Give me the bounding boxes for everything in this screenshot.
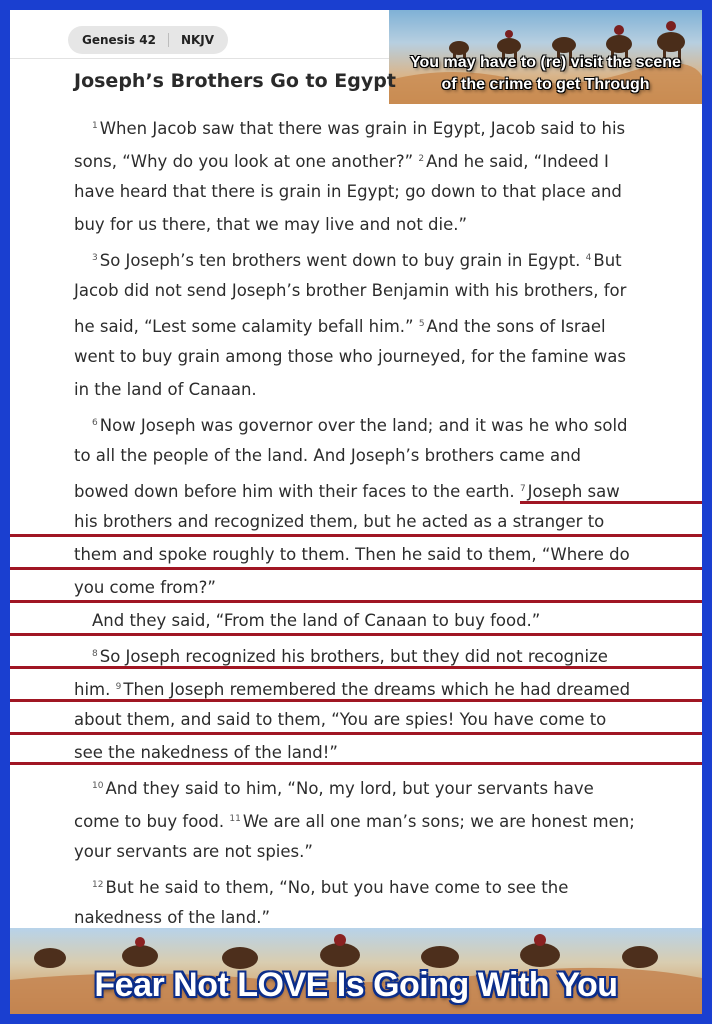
verse-text: But bbox=[593, 251, 622, 270]
text-line bbox=[92, 875, 568, 898]
verse-number: 3 bbox=[92, 253, 98, 263]
verse-number: 6 bbox=[92, 418, 98, 428]
text-line bbox=[74, 677, 630, 700]
top-banner-image bbox=[389, 10, 702, 104]
highlight-underline bbox=[10, 567, 702, 570]
verse-text: him. bbox=[74, 680, 111, 699]
text-line bbox=[74, 347, 626, 367]
text-line bbox=[74, 512, 604, 532]
text-line bbox=[92, 644, 608, 667]
highlight-underline bbox=[10, 699, 702, 702]
verse-text: to all the people of the land. And Joseph’s brothers came and bbox=[74, 446, 581, 465]
verse-number: 10 bbox=[92, 781, 104, 791]
verse-text: And the sons of Israel bbox=[426, 317, 606, 336]
verse-text: And they said, “From the land of Canaan to buy food.” bbox=[92, 611, 541, 630]
text-line bbox=[74, 578, 216, 598]
text-line bbox=[92, 776, 594, 799]
version-button[interactable]: NKJV bbox=[180, 33, 215, 47]
verse-text: We are all one man’s sons; we are honest men; bbox=[242, 812, 635, 831]
verse-number: 8 bbox=[92, 649, 98, 659]
text-line bbox=[74, 809, 635, 832]
highlight-underline bbox=[10, 732, 702, 735]
text-line bbox=[74, 842, 313, 862]
text-line bbox=[74, 149, 609, 172]
verse-number: 4 bbox=[585, 253, 592, 263]
verse-text: his brothers and recognized them, but he acted as a stranger to bbox=[74, 512, 605, 531]
verse-text: about them, and said to them, “You are spies! You have come to bbox=[74, 710, 607, 729]
verse-text: went to buy grain among those who journeyed, for the famine was bbox=[74, 347, 626, 366]
book-chapter-button[interactable]: Genesis 42 bbox=[68, 33, 169, 47]
text-line bbox=[92, 413, 628, 436]
top-banner-caption-line2: of the crime to get Through bbox=[441, 76, 650, 93]
text-line bbox=[74, 215, 467, 235]
highlight-underline bbox=[10, 666, 702, 669]
text-line bbox=[74, 380, 257, 400]
verse-number: 12 bbox=[92, 880, 104, 890]
highlight-underline bbox=[10, 633, 702, 636]
verse-text: see the nakedness of the land!” bbox=[74, 743, 338, 762]
verse-text: Now Joseph was governor over the land; and it was he who sold bbox=[99, 416, 628, 435]
verse-text: And he said, “Indeed I bbox=[426, 152, 609, 171]
verse-text: And they said to him, “No, my lord, but your servants have bbox=[105, 779, 594, 798]
bible-reader-page bbox=[10, 10, 702, 1014]
text-line bbox=[92, 248, 622, 271]
verse-text: them and spoke roughly to them. Then he said to them, “Where do bbox=[74, 545, 630, 564]
verse-text: your servants are not spies.” bbox=[74, 842, 313, 861]
bottom-banner-caption: Fear Not LOVE Is Going With You bbox=[94, 966, 618, 1004]
verse-text: So Joseph recognized his brothers, but they did not recognize bbox=[99, 647, 608, 666]
passage-selector-pill[interactable] bbox=[68, 26, 228, 54]
verse-text: in the land of Canaan. bbox=[74, 380, 257, 399]
verse-number: 1 bbox=[92, 121, 98, 131]
verse-text: come to buy food. bbox=[74, 812, 225, 831]
top-banner-caption bbox=[389, 52, 702, 96]
verse-text: he said, “Lest some calamity befall him.” bbox=[74, 317, 414, 336]
verse-text: When Jacob saw that there was grain in Egypt, Jacob said to his bbox=[99, 119, 626, 138]
verse-text: So Joseph’s ten brothers went down to buy grain in Egypt. bbox=[99, 251, 581, 270]
text-line bbox=[74, 446, 581, 466]
verse-number: 9 bbox=[115, 682, 122, 692]
highlight-underline bbox=[520, 501, 702, 504]
bottom-banner-image bbox=[10, 928, 702, 1014]
section-title: Joseph’s Brothers Go to Egypt bbox=[74, 70, 396, 92]
verse-number: 11 bbox=[229, 814, 241, 824]
verse-text: But he said to them, “No, but you have come to see the bbox=[105, 878, 569, 897]
verse-text: sons, “Why do you look at one another?” bbox=[74, 152, 414, 171]
highlight-underline bbox=[10, 600, 702, 603]
highlight-underline bbox=[10, 534, 702, 537]
text-line bbox=[92, 116, 625, 139]
verse-text: nakedness of the land.” bbox=[74, 908, 271, 927]
text-line bbox=[74, 314, 606, 337]
verse-text: you come from?” bbox=[74, 578, 216, 597]
verse-number: 7 bbox=[519, 484, 526, 494]
text-line bbox=[74, 479, 620, 502]
text-line bbox=[74, 182, 622, 202]
verse-text: bowed down before him with their faces to the earth. bbox=[74, 482, 515, 501]
top-banner-caption-line1: You may have to (re) visit the scene bbox=[410, 54, 681, 71]
verse-number: 2 bbox=[418, 154, 425, 164]
verse-number: 5 bbox=[418, 319, 425, 329]
text-line bbox=[74, 545, 630, 565]
verse-text: have heard that there is grain in Egypt; go down to that place and bbox=[74, 182, 622, 201]
verse-text: Joseph saw bbox=[527, 482, 620, 501]
highlight-underline bbox=[10, 762, 702, 765]
text-line bbox=[74, 908, 270, 928]
text-line bbox=[74, 281, 626, 301]
text-line bbox=[74, 710, 606, 730]
text-line bbox=[74, 743, 338, 763]
verse-text: buy for us there, that we may live and not die.” bbox=[74, 215, 468, 234]
text-line bbox=[92, 611, 540, 631]
verse-text: Jacob did not send Joseph’s brother Benjamin with his brothers, for bbox=[74, 281, 627, 300]
verse-text: Then Joseph remembered the dreams which he had dreamed bbox=[123, 680, 631, 699]
